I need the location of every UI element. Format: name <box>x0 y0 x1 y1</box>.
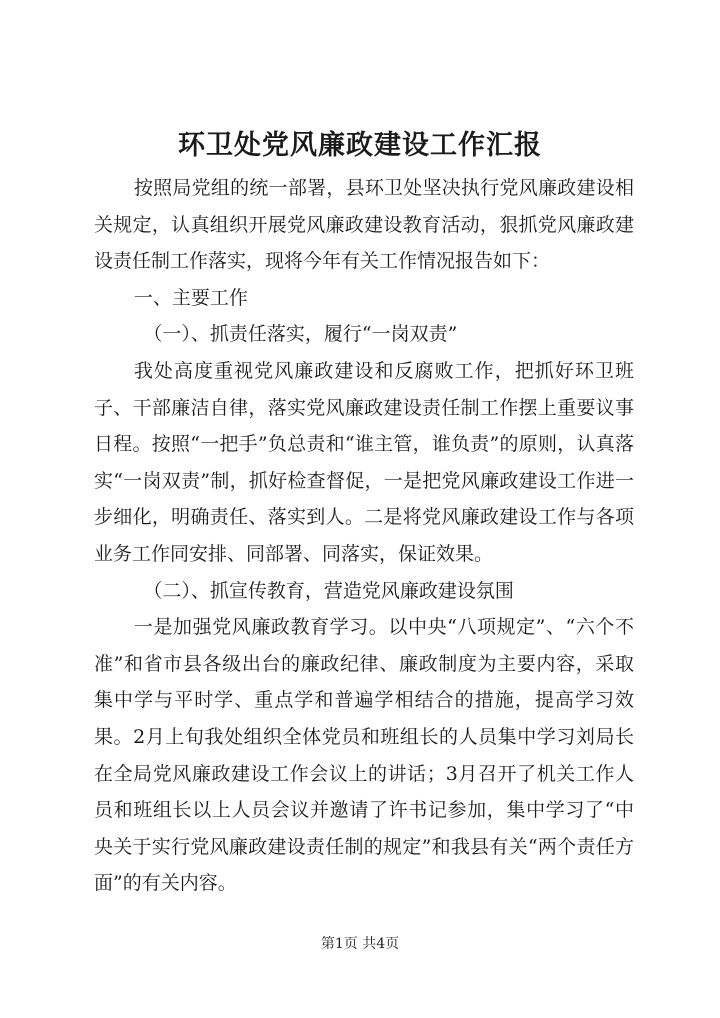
paragraph-responsibility: 我处高度重视党风廉政建设和反腐败工作，把抓好环卫班子、干部廉洁自律，落实党风廉政建设责任制工作摆上重要议事日程。按照“一把手”负总责和“谁主管，谁负责”的原则，认真落实“一岗双责”制，抓好检查督促，一是把党风廉政建设工作进一步细化，明确责任、落实到人。二是将党风廉政建设工作与各项业务工作同安排、同部署、同落实，保证效果。 <box>94 359 634 565</box>
page-number-footer: 第1页 共4页 <box>320 936 400 952</box>
document-body <box>94 170 634 902</box>
subheading-education: （二）、抓宣传教育，营造党风廉政建设氛围 <box>143 579 514 602</box>
heading-main-work: 一、主要工作 <box>133 286 248 309</box>
paragraph-education: 一是加强党风廉政教育学习。以中央“八项规定”、“六个不准”和省市县各级出台的廉政纪律、廉政制度为主要内容，采取集中学与平时学、重点学和普遍学相结合的措施，提高学习效果。2月上旬我处组织全体党员和班组长的人员集中学习刘局长在全局党风廉政建设工作会议上的讲话；3月召开了机关工作人员和班组长以上人员会议并邀请了许书记参加，集中学习了“中央关于实行党风廉政建设责任制的规定”和我县有关“两个责任方面”的有关内容。 <box>94 616 634 895</box>
document-title: 环卫处党风廉政建设工作汇报 <box>178 130 542 161</box>
paragraph-intro: 按照局党组的统一部署，县环卫处坚决执行党风廉政建设相关规定，认真组织开展党风廉政建设教育活动，狠抓党风廉政建设责任制工作落实，现将今年有关工作情况报告如下： <box>94 177 634 273</box>
subheading-responsibility: （一）、抓责任落实，履行“一岗双责” <box>143 323 458 346</box>
